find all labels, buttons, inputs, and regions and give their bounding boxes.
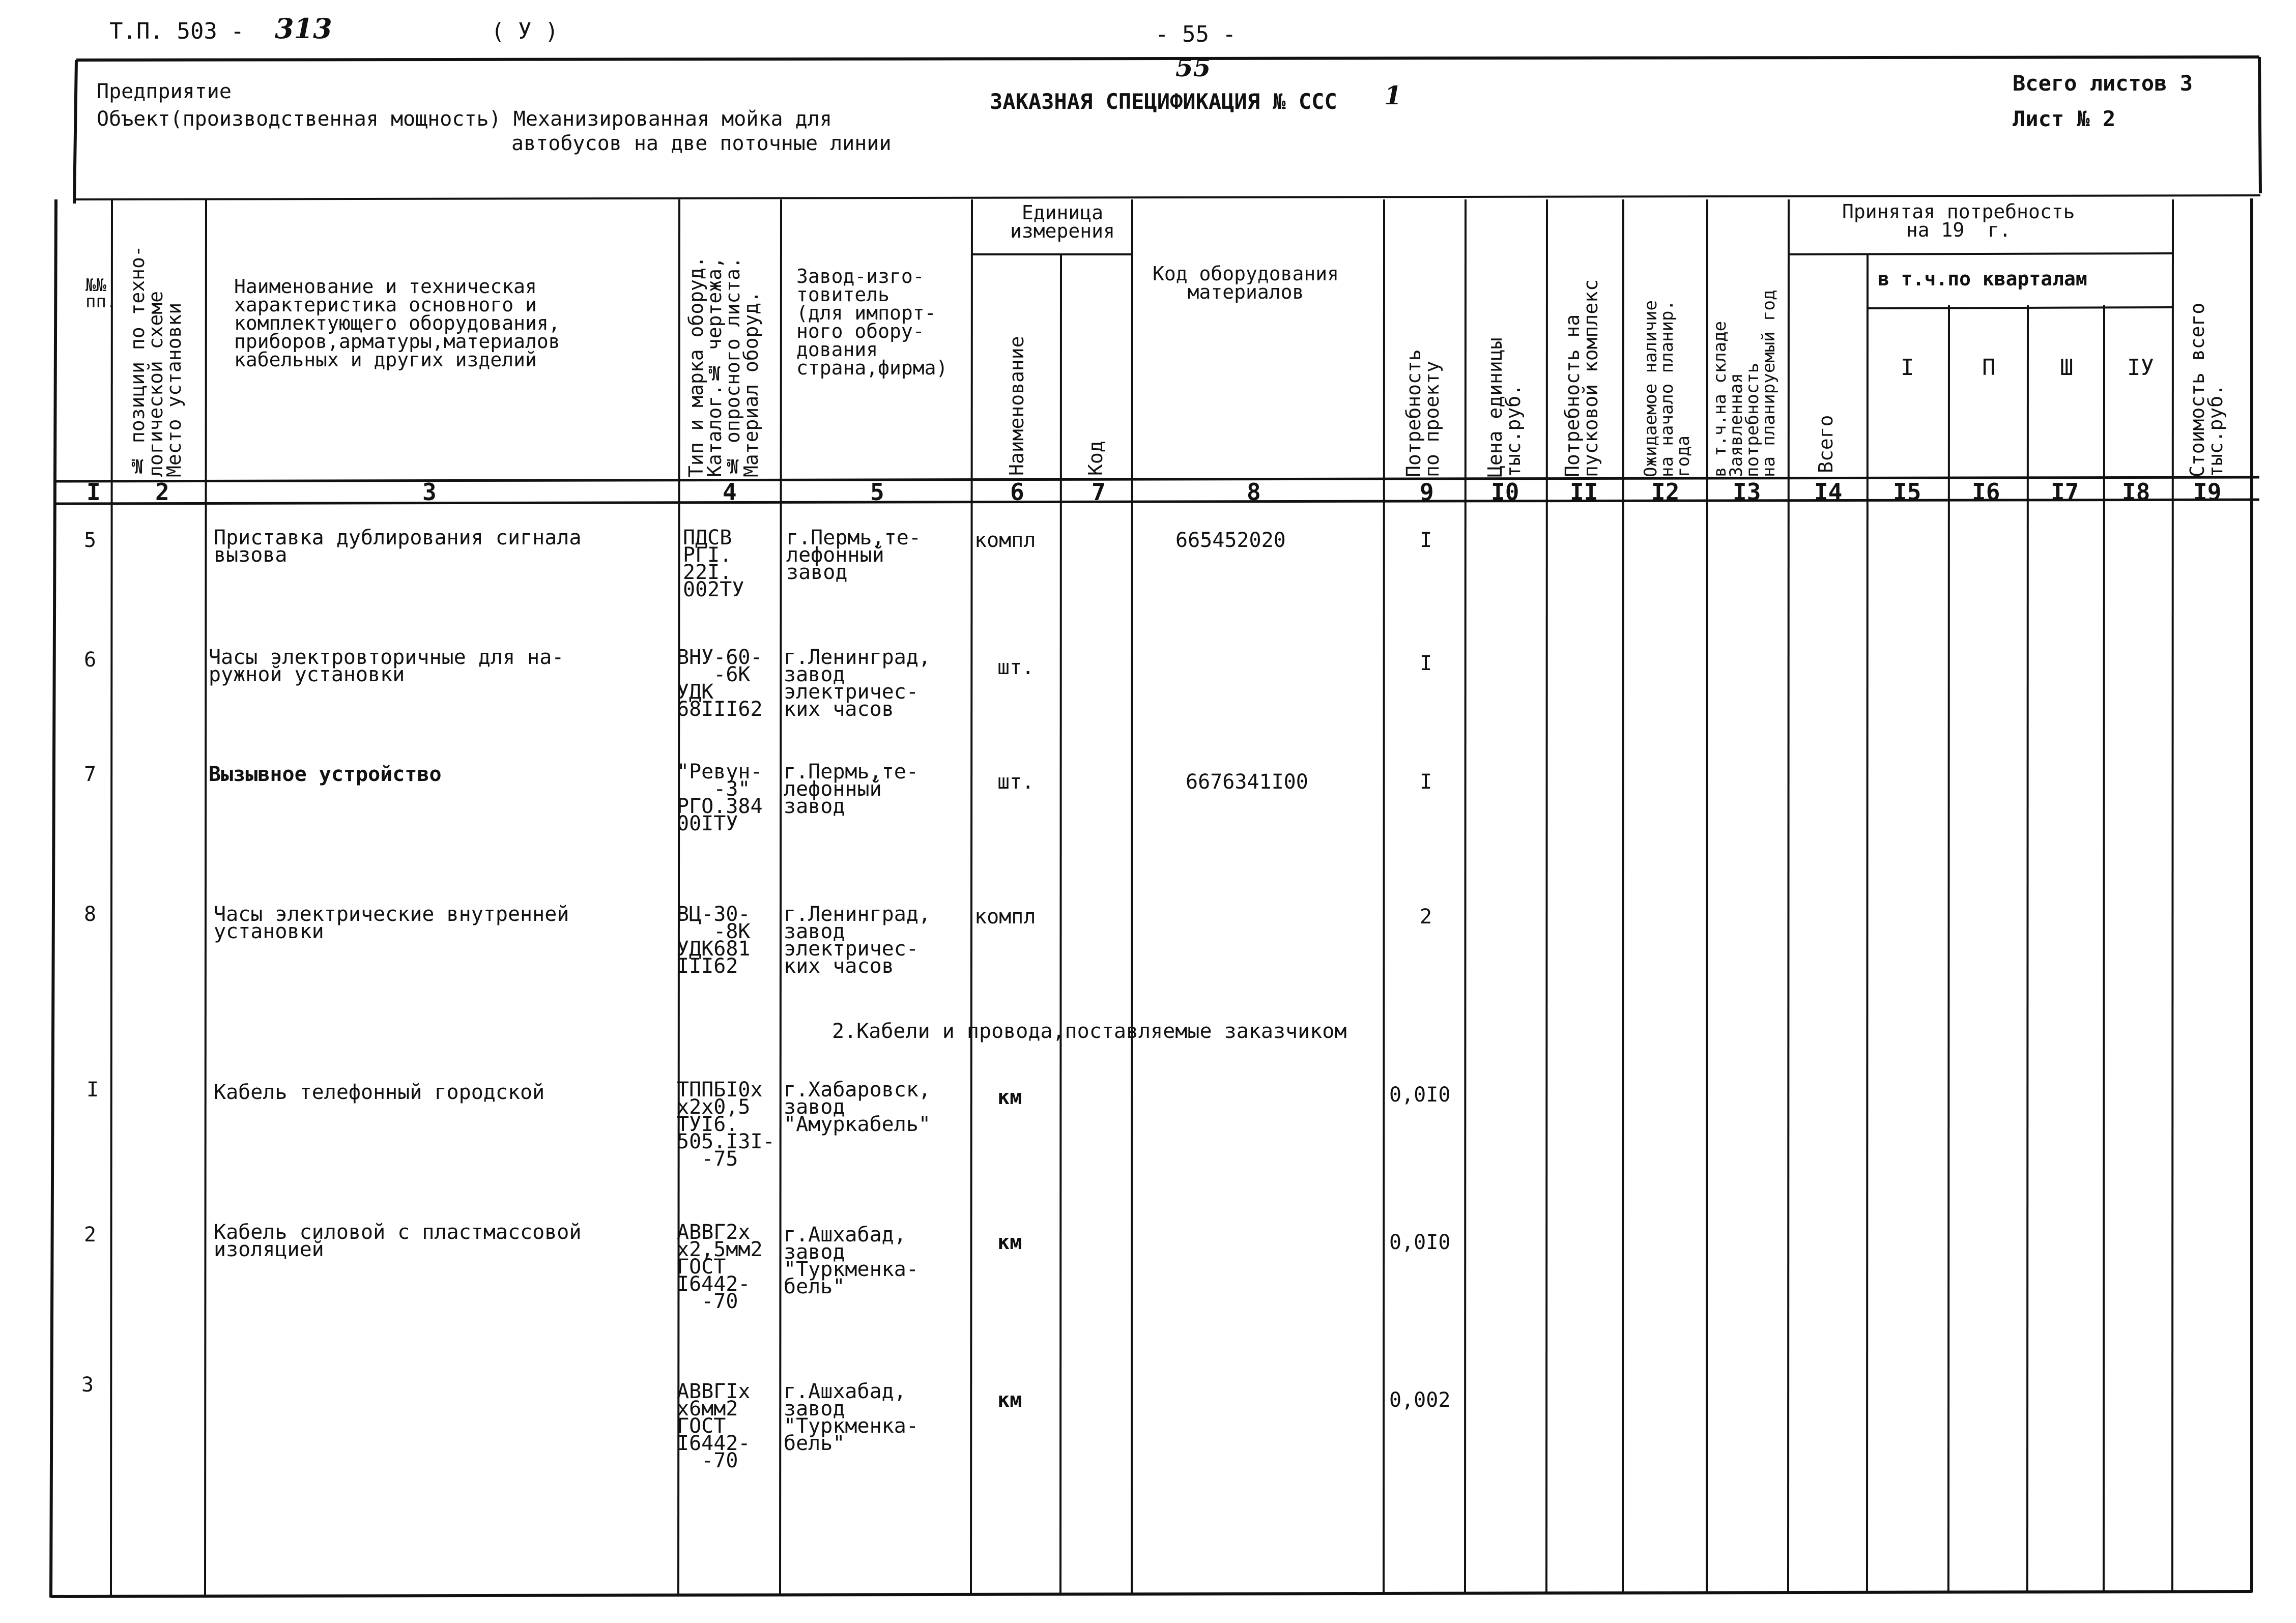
- col-header-8: Код оборудования материалов: [1153, 263, 1339, 303]
- row-unit: шт.: [997, 770, 1035, 794]
- row-unit: компл: [974, 905, 1036, 929]
- col-number: II: [1570, 478, 1598, 506]
- row-maker: г.Пермь,те- лефонный завод: [786, 526, 921, 584]
- row-qty: 0,002: [1389, 1388, 1451, 1412]
- row-type: "Ревун- -3" РГО.384 00IТУ: [677, 760, 763, 835]
- col-header-17: Ш: [2060, 355, 2074, 381]
- row-type: АВВГIх х6мм2 ГОСТ I6442- -70: [677, 1380, 751, 1472]
- col-header-2: № позиции по техно- логической схеме Место установки: [126, 245, 185, 477]
- col-number: I2: [1651, 478, 1680, 506]
- row-qty: I: [1420, 770, 1432, 794]
- row-qty: I: [1420, 652, 1432, 675]
- object-line-2: автобусов на две поточные линии: [511, 132, 892, 155]
- row-type: ВНУ-60- -6К УДК 68III62: [677, 646, 763, 721]
- col-number: 7: [1092, 478, 1106, 506]
- col-header-4: Тип и марка оборуд. Каталог.№ чертежа, № опросного листа. Материал оборуд.: [685, 256, 762, 477]
- section-heading: 2.Кабели и провода,поставляемые заказчиком: [832, 1020, 1347, 1043]
- col-header-1: №№ пп.: [85, 275, 117, 312]
- col-number: 9: [1420, 478, 1434, 506]
- row-type: АВВГ2х х2,5мм2 ГОСТ I6442- -70: [677, 1221, 763, 1313]
- row-qty: 0,0I0: [1389, 1231, 1451, 1254]
- col-number: I3: [1733, 478, 1761, 506]
- col-number: I8: [2122, 478, 2150, 506]
- col-header-12: Ожидаемое наличие на начало планир. года: [1641, 300, 1694, 477]
- col-header-unit-group: Единица измерения: [1010, 201, 1115, 242]
- row-name: Часы электрические внутренней установки: [214, 903, 569, 943]
- col-header-15: I: [1901, 355, 1914, 381]
- col-header-10: Цена единицы тыс.руб.: [1484, 337, 1525, 477]
- col-number: I9: [2193, 478, 2222, 506]
- row-code: 6676341I00: [1186, 770, 1308, 794]
- row-maker: г.Пермь,те- лефонный завод: [784, 760, 919, 818]
- row-number: 8: [84, 903, 97, 926]
- col-number: 8: [1247, 478, 1261, 506]
- col-number: I4: [1814, 478, 1843, 506]
- col-number: 4: [723, 478, 737, 506]
- row-unit: шт.: [997, 656, 1035, 679]
- row-maker: г.Ленинград, завод электричес- ких часов: [784, 646, 931, 721]
- spec-number-handwritten: 1: [1384, 80, 1402, 110]
- col-number: I6: [1972, 478, 2000, 506]
- enterprise-label: Предприятие: [97, 80, 232, 103]
- row-name: Вызывное устройство: [209, 763, 442, 786]
- row-qty: 0,0I0: [1389, 1083, 1451, 1107]
- row-name: Кабель силовой с пластмассовой изоляцией: [214, 1221, 582, 1261]
- col-header-9: Потребность по проекту: [1402, 349, 1443, 477]
- row-maker: г.Хабаровск, завод "Амуркабель": [784, 1078, 931, 1136]
- row-number: 5: [84, 529, 97, 552]
- page-number-handwritten: 55: [1175, 52, 1211, 82]
- row-maker: г.Ашхабад, завод "Туркменка- бель": [784, 1223, 919, 1298]
- col-number: I5: [1893, 478, 1921, 506]
- col-header-14: Всего: [1815, 415, 1837, 473]
- object-line-1: Объект(производственная мощность) Механизированная мойка для: [97, 107, 832, 131]
- row-qty: 2: [1420, 905, 1432, 929]
- row-code: 665452020: [1175, 529, 1286, 552]
- spec-title: ЗАКАЗНАЯ СПЕЦИФИКАЦИЯ № ССС: [990, 89, 1337, 114]
- total-sheets: Всего листов 3: [2013, 71, 2193, 96]
- row-name: Кабель телефонный городской: [214, 1081, 545, 1104]
- col-header-5: Завод-изго- товитель (для импорт- ного обору- дования страна,фирма): [796, 265, 948, 379]
- page-number: - 55 -: [1155, 21, 1236, 47]
- sheet-number: Лист № 2: [2013, 106, 2116, 131]
- row-name: Приставка дублирования сигнала вызова: [214, 526, 582, 567]
- col-header-7: Код: [1084, 441, 1107, 476]
- col-number: I0: [1491, 478, 1519, 506]
- row-unit: км: [997, 1231, 1022, 1254]
- row-number: I: [87, 1078, 99, 1102]
- col-header-3: Наименование и техническая характеристика основного и комплектующего оборудования, приборов,арматуры,материалов кабельных и других изделий: [234, 275, 560, 371]
- col-header-16: П: [1982, 355, 1996, 381]
- row-unit: км: [997, 1388, 1022, 1412]
- row-unit: компл: [974, 529, 1036, 552]
- row-number: 2: [84, 1223, 97, 1247]
- col-number: 6: [1010, 478, 1024, 506]
- row-type: ВЦ-30- -8К УДК681 III62: [677, 903, 751, 978]
- col-header-accepted-group: Принятая потребность на 19 г.: [1842, 200, 2075, 241]
- row-qty: I: [1420, 529, 1432, 552]
- col-number: 2: [155, 478, 169, 506]
- col-header-11: Потребность на пусковой комплекс: [1561, 279, 1602, 477]
- col-number: I: [87, 478, 101, 506]
- col-header-13: в т.ч.на складе Заявленная потребность на планируемый год: [1710, 289, 1779, 477]
- col-header-6: Наименование: [1006, 336, 1028, 476]
- col-header-18: IУ: [2127, 355, 2154, 381]
- row-name: Часы электровторичные для на- ружной установки: [209, 646, 564, 686]
- row-maker: г.Ашхабад, завод "Туркменка- бель": [784, 1380, 919, 1455]
- row-type: ТППБI0х х2х0,5 ТУI6. 505.I3I- -75: [677, 1078, 775, 1171]
- col-header-19: Стоимость всего тыс.руб.: [2186, 302, 2227, 477]
- col-number: I7: [2051, 478, 2079, 506]
- col-number: 3: [422, 478, 437, 506]
- row-unit: км: [997, 1086, 1022, 1109]
- doc-code-handwritten: 313: [275, 12, 332, 45]
- col-header-quarters-group: в т.ч.по кварталам: [1878, 268, 2087, 290]
- row-maker: г.Ленинград, завод электричес- ких часов: [784, 903, 931, 978]
- col-number: 5: [870, 478, 884, 506]
- doc-mark: ( У ): [491, 18, 559, 44]
- row-type: ПДСВ РГI. 22I. 002ТУ: [683, 526, 744, 601]
- row-number: 7: [84, 763, 97, 786]
- row-number: 3: [81, 1373, 94, 1397]
- row-number: 6: [84, 648, 97, 672]
- doc-code: Т.П. 503 -: [109, 18, 244, 44]
